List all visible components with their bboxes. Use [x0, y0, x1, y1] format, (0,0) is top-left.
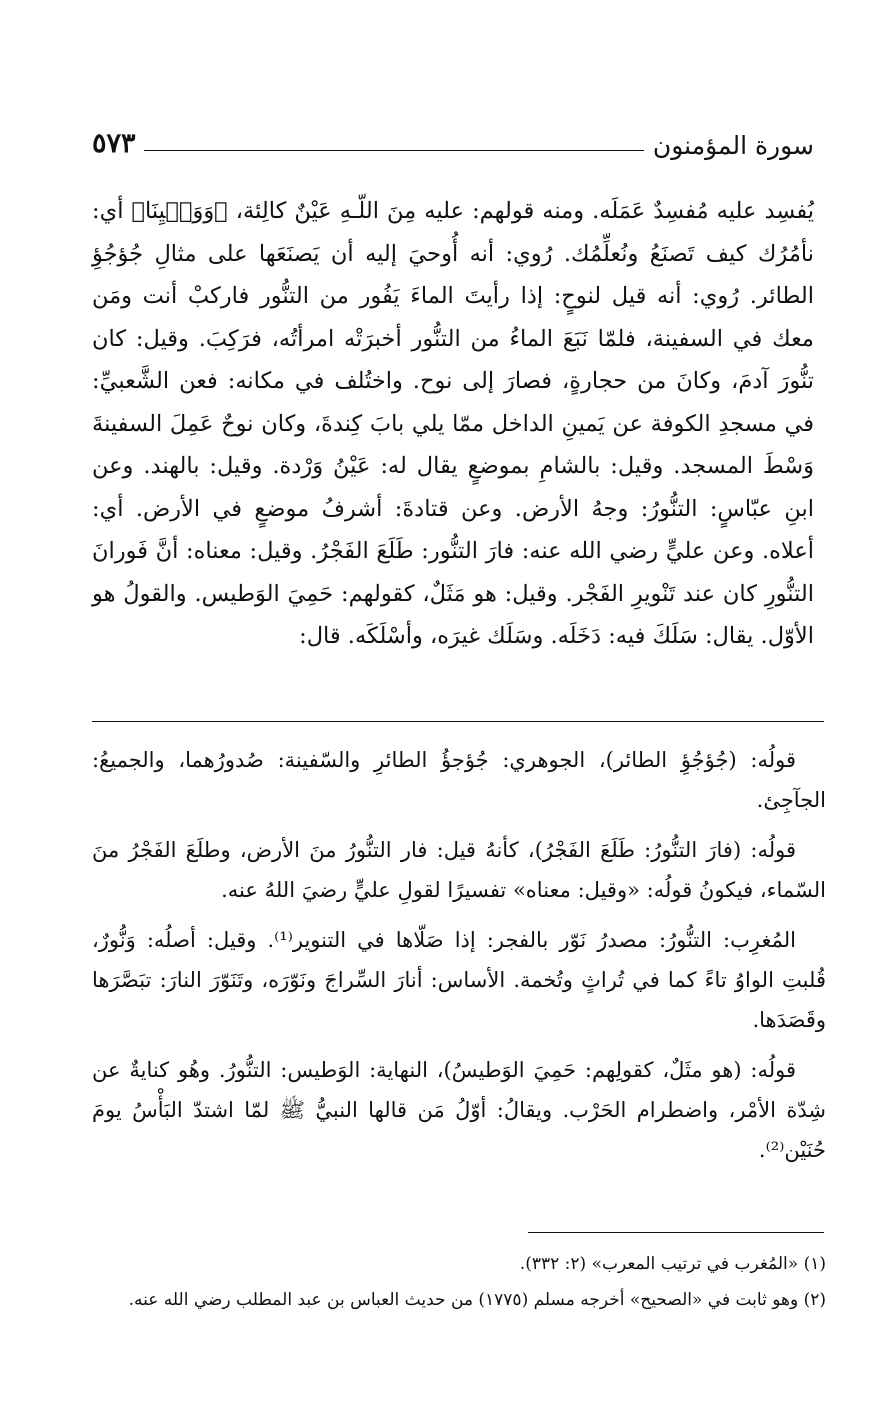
footnote-2: (٢) وهو ثابت في «الصحيح» أخرجه مسلم (١٧٧٥) من حديث العباس بن عبد المطلب رضي الله عنه. [128, 1290, 826, 1310]
commentary [92, 740, 826, 1180]
footnote-rule [528, 1232, 824, 1233]
page-number: ٥٧٣ [92, 128, 136, 159]
section-divider [92, 721, 824, 722]
commentary-paragraph-3: المُغرِب: التنُّورُ: مصدرُ نَوّر بالفجر: إذا صَلّاها في التنوير⁽¹⁾. وقيل: أصلُه: وَنُّورٌ، قُلبتِ الواوُ تاءً كما في تُراثٍ وتُخمة. الأساس: أنارَ السِّراجَ ونَوّرَه، وتَنَوّرَ النارَ: تبَصَّرَها وقَصَدَها. [92, 928, 826, 1032]
commentary-paragraph-4: قولُه: (هو مثَلٌ، كقولِهم: حَمِيَ الوَطيسُ)، النهاية: الوَطيس: التنُّورُ. وهُو كنايةٌ عن شِدّة الأمْر، واضطرام الحَرْب. ويقالُ: أوّلُ مَن قالها النبيُّ ﷺ لمّا اشتدّ البَأْسُ يومَ حُنَيْن⁽²⁾. [92, 1058, 826, 1162]
page-header [92, 128, 814, 168]
commentary-paragraph-2: قولُه: (فارَ التنُّورُ: طَلَعَ الفَجْرُ)، كأنهُ قيل: فار التنُّورُ منَ الأرض، وطلَعَ الفَجْرُ منَ السّماء، فيكونُ قولُه: «وقيل: معناه» تفسيرًا لقولِ عليٍّ رضيَ اللهُ عنه. [92, 838, 826, 902]
surah-title: سورة المؤمنون [652, 131, 814, 160]
main-paragraph: يُفسِد عليه مُفسِدٌ عَمَلَه. ومنه قولهم: عليه مِنَ اللّـهِ عَيْنٌ كالِئة، ﴿وَوَحۡيِنَا﴾ أي: نأمُرُك كيف تَصنَعُ ونُعلِّمُك. رُوي: أنه أُوحيَ إليه أن يَصنَعَها على مثالِ جُؤجُؤِ الطائر. رُوي: أنه قيل لنوحٍ: إذا رأيتَ الماءَ يَفُور من التنُّور فاركبْ أنت ومَن معك في السفينة، فلمّا نَبَعَ الماءُ من التنُّور أخبرَتْه امرأتُه، فرَكِبَ. وقيل: كان تنُّورَ آدمَ، وكانَ من حجارةٍ، فصارَ إلى نوح. واختُلف في مكانه: فعن الشَّعبيِّ: في مسجدِ الكوفة عن يَمينِ الداخل ممّا يلي بابَ كِندةَ، وكان نوحٌ عَمِلَ السفينةَ وَسْطَ المسجد. وقيل: بالشامِ بموضعٍ يقال له: عَيْنُ وَرْدة. وقيل: بالهند. وعن ابنِ عبّاسٍ: التنُّورُ: وجهُ الأرض. وعن قتادةَ: أشرفُ موضعٍ في الأرض. أي: أعلاه. وعن عليٍّ رضي الله عنه: فارَ التنُّور: طَلَعَ الفَجْرُ. وقيل: معناه: أنَّ فَورانَ التنُّورِ كان عند تَنْويرِ الفَجْر. وقيل: هو مَثَلٌ، كقولهم: حَمِيَ الوَطيس. والقولُ هو الأوّل. يقال: سَلَكَ فيه: دَخَلَه. وسَلَك غيرَه، وأسْلَكَه. قال: [92, 198, 814, 649]
commentary-paragraph-1: قولُه: (جُؤجُؤِ الطائر)، الجوهري: جُؤجؤُ الطائرِ والسّفينة: صُدورُهما، والجميعُ: الجآجِئ. [92, 748, 826, 812]
main-text [92, 190, 814, 658]
header-rule [144, 150, 644, 151]
footnote-1: (١) «المُغرب في ترتيب المعرب» (٢: ٣٣٢). [519, 1254, 826, 1274]
footnotes [92, 1246, 826, 1318]
